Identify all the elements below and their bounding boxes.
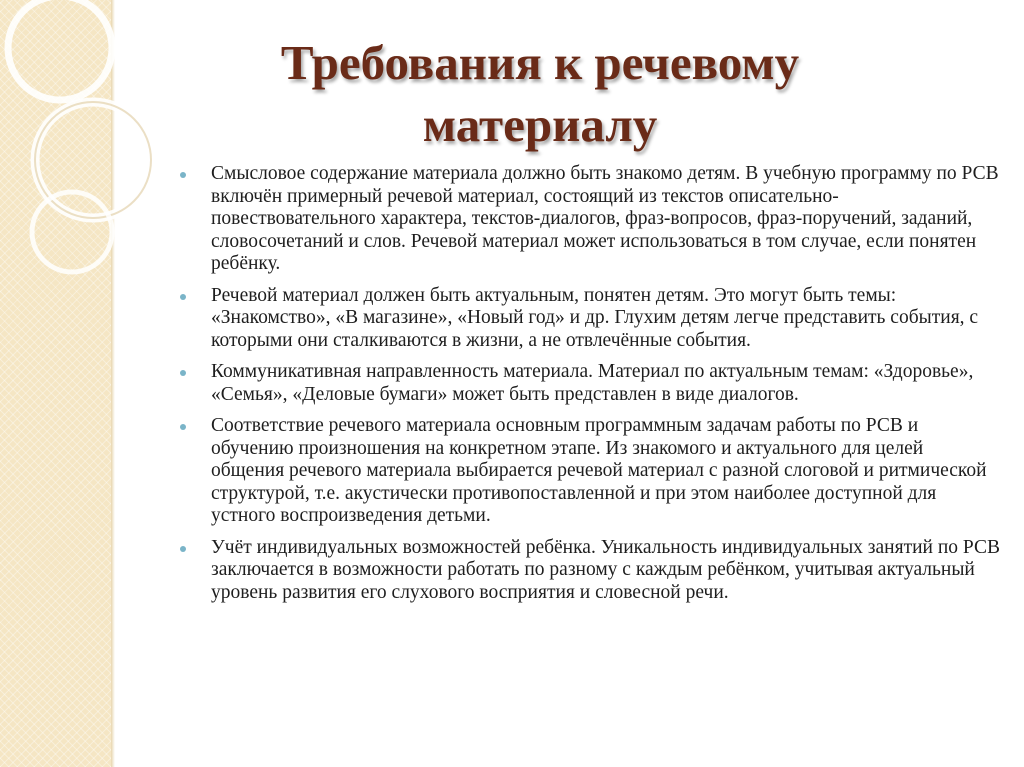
bullet-item	[180, 285, 1000, 353]
decorative-rings	[0, 0, 170, 320]
bullet-text: Учёт индивидуальных возможностей ребёнка. Уникальность индивидуальных занятий по РСВ заключается в возможности работать по разному с каждым ребёнком, учитывая актуальный уровень развития его слухового восприятия и словесной речи.	[211, 536, 1000, 603]
bullet-list	[180, 163, 1000, 613]
bullet-item	[180, 537, 1000, 605]
slide-title: Требования к речевому материалу	[280, 35, 800, 152]
bullet-text: Речевой материал должен быть актуальным, понятен детям. Это могут быть темы: «Знакомство», «В магазине», «Новый год» и др. Глухим детям легче представить события, с которыми они сталкиваются в жизни, а не отвлечённые события.	[211, 284, 979, 351]
bullet-item	[180, 163, 1000, 276]
bullet-item	[180, 415, 1000, 528]
bullet-dot-icon	[180, 424, 186, 430]
bullet-dot-icon	[180, 546, 186, 552]
bullet-text: Смысловое содержание материала должно быть знакомо детям. В учебную программу по РСВ включён примерный речевой материал, состоящий из текстов описательно-повествовательного характера, текстов-диалогов, фраз-вопросов, фраз-поручений, заданий, словосочетаний и слов. Речевой материал может использоваться в том случае, если понятен ребёнку.	[211, 163, 999, 274]
bullet-dot-icon	[180, 370, 186, 376]
bullet-dot-icon	[180, 172, 186, 178]
bullet-dot-icon	[180, 294, 186, 300]
bullet-text: Коммуникативная направленность материала. Материал по актуальным темам: «Здоровье», «Семья», «Деловые бумаги» может быть представлен в виде диалогов.	[211, 361, 974, 405]
decorative-ring-top	[8, 0, 112, 100]
bullet-text: Соответствие речевого материала основным программным задачам работы по РСВ и обучению произношения на конкретном этапе. Из знакомого и актуального для целей общения речевого материала выбирается речевой материал с разной слоговой и ритмической структурой, т.е. акустически противопоставленной и при этом наиболее доступной для устного воспроизведения детьми.	[211, 415, 987, 526]
bullet-item	[180, 361, 1000, 406]
decorative-ring-lower	[32, 192, 112, 272]
